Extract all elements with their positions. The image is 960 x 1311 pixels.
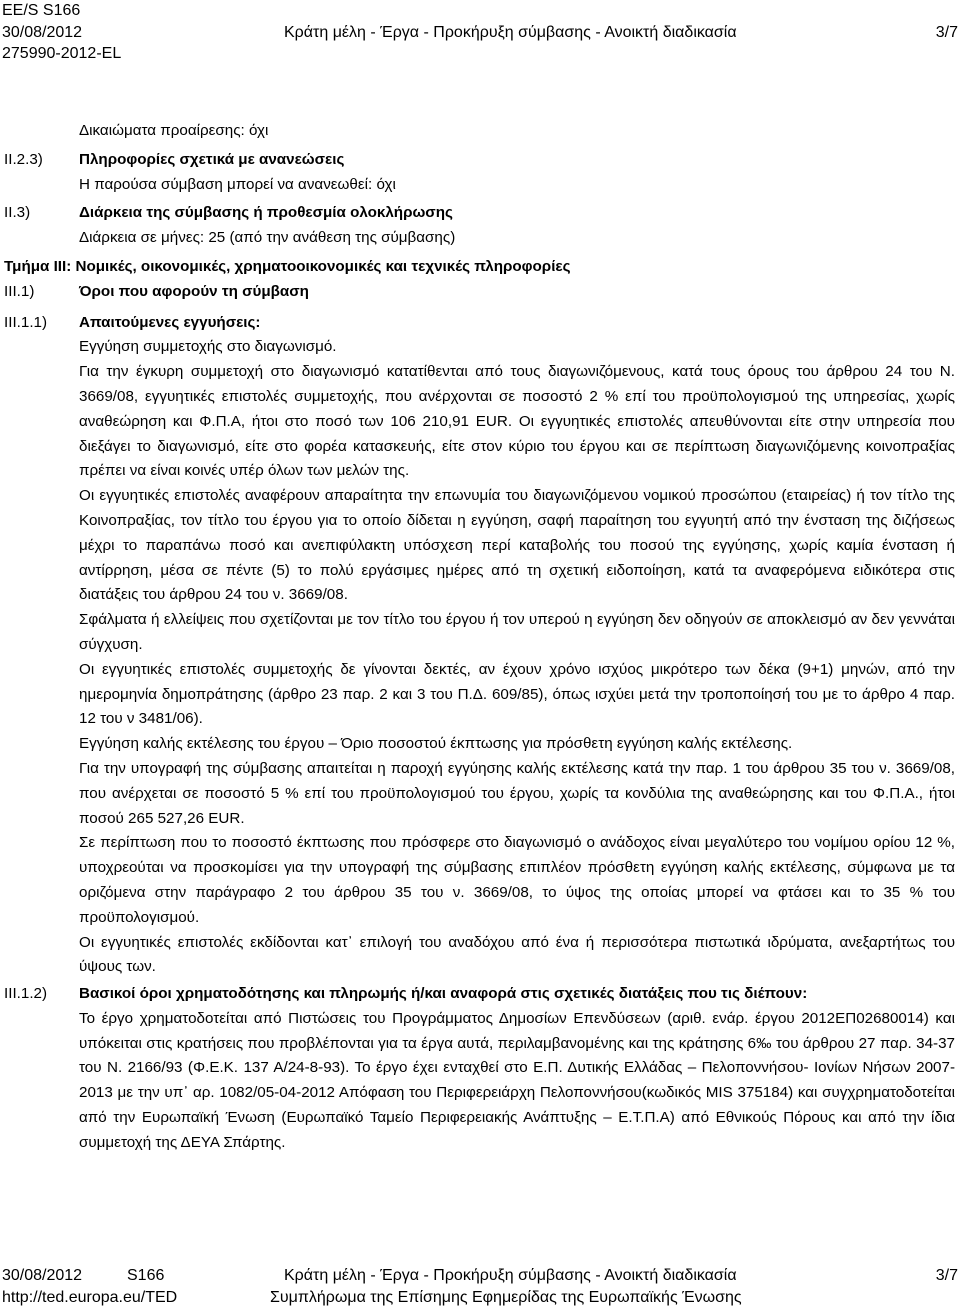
guarantees-paragraph: Σφάλματα ή ελλείψεις που σχετίζονται με τον τίτλο του έργου ή τον υπερού η εγγύηση δεν οδηγούν σε αποκλεισμό αν δεν γεννάται σύγχυση. (79, 611, 955, 653)
footer-code: S166 (127, 1267, 165, 1284)
guarantees-paragraph: Σε περίπτωση που το ποσοστό έκπτωσης που πρόσφερε στο διαγωνισμό ο ανάδοχος είναι μεγαλύτερο του νομίμου ορίου 12 %, υποχρεούται να προσκομίσει για την υπογραφή της σύμβασης επιπλέον πρόσθετη εγγύηση καλής εκτέλεσης, σύμφωνα με τα οριζόμενα στην παράγραφο 2 του άρθρου 35 του ν. 3669/08, το ύψος της οποίας μπορεί να φτάσει και το 35 % του προϋπολογισμού. (79, 834, 955, 926)
footer-title: Κράτη μέλη - Έργα - Προκήρυξη σύμβασης - Ανοικτή διαδικασία (284, 1267, 737, 1284)
guarantees-paragraph: Οι εγγυητικές επιστολές αναφέρουν απαραίτητα την επωνυμία του διαγωνιζόμενου νομικού προσώπου (εταιρείας) ή τον τίτλο της Κοινοπραξίας, τον τίτλο του έργου για το οποίο δίδεται η εγγύηση, σαφή παραίτηση του εγγυητή από την ένσταση της διζήσεως μέχρι το παραπάνω ποσό και ανεπιφύλακτη υπόσχεση περί καταβολής του ποσού της εγγύησης, χωρίς καμία ένσταση ή αντίρρηση, μέσα σε πέντε (5) το πολύ εργάσιμες ημέρες από τη σχετική ειδοποίηση, κατά τα αναφερόμενα ειδικότερα στις διατάξεις του άρθρου 24 του ν. 3669/08. (79, 487, 955, 604)
guarantees-paragraph: Οι εγγυητικές επιστολές συμμετοχής δε γίνονται δεκτές, αν έχουν χρόνο ισχύος μικρότερο των δέκα (9+1) μηνών, από την ημερομηνία δημοπράτησης (άρθρο 23 παρ. 2 και 3 του Π.Δ. 609/85), όπως ισχύει μετά την τροποποίησή του με το άρθρο 4 παρ. 12 του ν 3481/06). (79, 660, 955, 728)
financing-heading: Βασικοί όροι χρηματοδότησης και πληρωμής ή/και αναφορά στις σχετικές διατάξεις που τις διέπουν: (79, 985, 808, 1003)
guarantees-paragraph: Οι εγγυητικές επιστολές εκδίδονται κατ᾽ επιλογή του αναδόχου από ένα ή περισσότερα πιστωτικά ιδρύματα, ανεξαρτήτως του ύψους των. (79, 933, 955, 976)
header-code: EE/S S166 (2, 2, 81, 19)
footer-page-number: 3/7 (935, 1267, 958, 1284)
section-number-iii-1-2: III.1.2) (4, 985, 48, 1003)
options-line: Δικαιώματα προαίρεσης: όχι (79, 122, 269, 139)
section-3-title: Τμήμα III: Νομικές, οικονομικές, χρηματοοικονομικές και τεχνικές πληροφορίες (4, 257, 571, 275)
header-page-number: 3/7 (935, 23, 958, 41)
section-number-ii-2-3: II.2.3) (4, 150, 43, 168)
guarantees-paragraph: Για την υπογραφή της σύμβασης απαιτείται η παροχή εγγύησης καλής εκτέλεσης κατά την παρ. 1 του άρθρου 35 του ν. 3669/08, που ανέρχεται σε ποσοστό 5 % επί του προϋπολογισμού του έργου, χωρίς τα κονδύλια της αναθεώρησης και του Φ.Π.Α., ήτοι ποσού 265 527,26 EUR. (79, 759, 955, 827)
guarantees-paragraph: Εγγύηση συμμετοχής στο διαγωνισμό. (79, 338, 337, 356)
page-footer (2, 1265, 958, 1309)
duration-heading: Διάρκεια της σύμβασης ή προθεσμία ολοκλήρωσης (79, 204, 453, 222)
guarantees-heading: Απαιτούμενες εγγυήσεις: (79, 313, 261, 331)
section-number-iii-1: III.1) (4, 282, 35, 300)
renewals-heading: Πληροφορίες σχετικά με ανανεώσεις (79, 150, 345, 168)
footer-date: 30/08/2012 (2, 1267, 83, 1284)
footer-subtitle: Συμπλήρωμα της Επίσημης Εφημερίδας της Ευρωπαϊκής Ένωσης (270, 1289, 742, 1306)
section-number-ii-3: II.3) (4, 204, 31, 222)
section-number-iii-1-1: III.1.1) (4, 313, 48, 331)
header-title: Κράτη μέλη - Έργα - Προκήρυξη σύμβασης - Ανοικτή διαδικασία (284, 23, 737, 41)
duration-text: Διάρκεια σε μήνες: 25 (από την ανάθεση της σύμβασης) (79, 229, 456, 247)
contract-conditions-heading: Όροι που αφορούν τη σύμβαση (79, 282, 309, 300)
header-reference: 275990-2012-EL (2, 45, 122, 62)
footer-url[interactable]: http://ted.europa.eu/TED (2, 1289, 178, 1306)
header-date: 30/08/2012 (2, 23, 83, 41)
guarantees-paragraph: Εγγύηση καλής εκτέλεσης του έργου – Όριο ποσοστού έκπτωσης για πρόσθετη εγγύηση καλής εκτέλεσης. (79, 735, 793, 753)
document-body (0, 119, 958, 1156)
renewals-text: Η παρούσα σύμβαση μπορεί να ανανεωθεί: όχι (79, 175, 396, 193)
page-header (2, 0, 958, 65)
financing-text: Το έργο χρηματοδοτείται από Πιστώσεις του Προγράμματος Δημοσίων Επενδύσεων (αριθ. ενάρ. έργου 2012ΕΠ02680014) και υπόκειται στις κρατήσεις που προβλέπονται για τα έργα αυτά, περιλαμβανομένης και της κράτησης 6‰ του άρθρου 27 παρ. 34-37 του Ν. 2166/93 (Φ.Ε.Κ. 137 Α/24-8-93). Το έργο έχει ενταχθεί στο Ε.Π. Δυτικής Ελλάδας – Πελοποννήσου- Ιονίων Νήσων 2007-2013 με την υπ᾽ αρ. 1082/05-04-2012 Απόφαση του Περιφερειάρχη Πελοποννήσου(κωδικός MIS 375184) και συγχρηματοδοτείται από την Ευρωπαϊκή Ένωση (Ευρωπαϊκό Ταμείο Περιφερειακής Ανάπτυξης – Ε.Τ.Π.Α) από Εθνικούς Πόρους και από την ίδια συμμετοχή της ΔΕΥΑ Σπάρτης. (79, 1009, 955, 1151)
guarantees-paragraph: Για την έγκυρη συμμετοχή στο διαγωνισμό κατατίθενται από τους διαγωνιζόμενους, κατά τους όρους του άρθρου 24 του Ν. 3669/08, εγγυητικές επιστολές συμμετοχής, που ανέρχονται σε ποσοστό 2 % επί του προϋπολογισμού της υπηρεσίας, χωρίς αναθεώρηση και Φ.Π.Α, ήτοι στο ποσό των 106 210,91 EUR. Οι εγγυητικές επιστολές απευθύνονται είτε στην υπηρεσία που διεξάγει το διαγωνισμό, είτε στο φορέα κατασκευής, είτε στον κύριο του έργου και σε περίπτωση διαγωνιζόμενης κοινοπραξίας πρέπει να είναι κοινές υπέρ όλων των μελών της. (79, 363, 955, 480)
